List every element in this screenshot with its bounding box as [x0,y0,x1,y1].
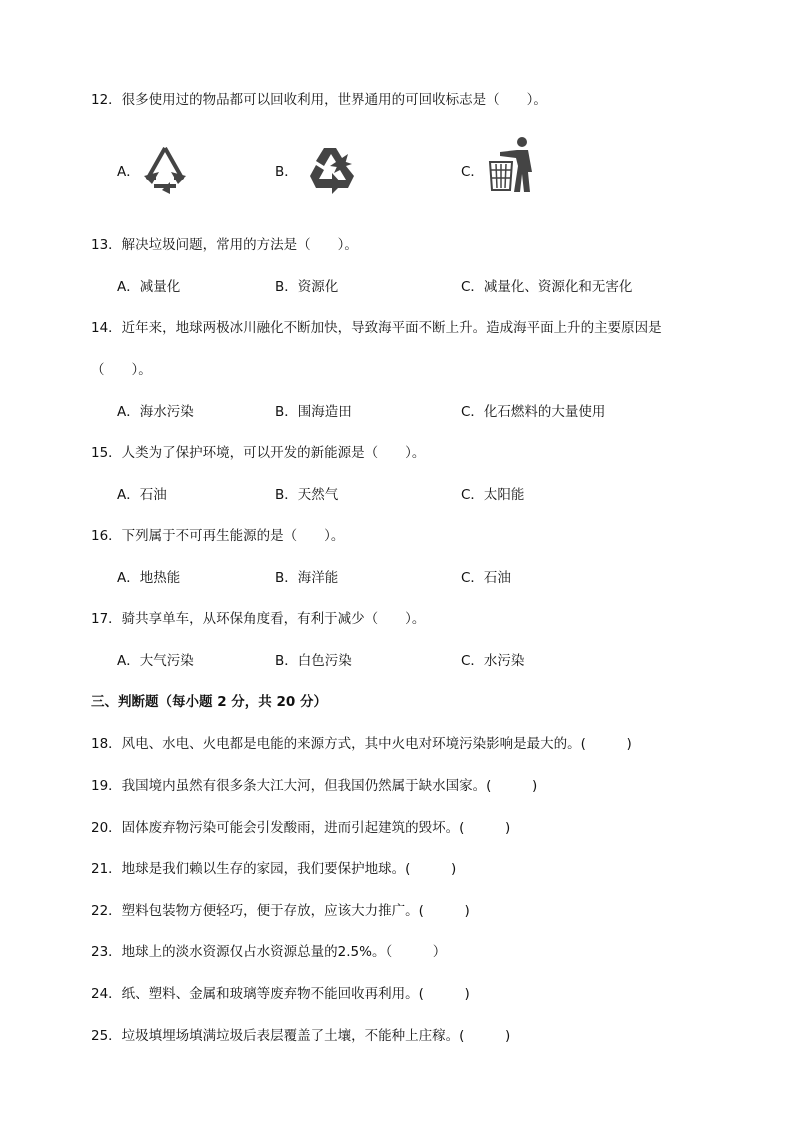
recycle-symbol-icon [304,142,360,202]
question-23: 23．地球上的淡水资源仅占水资源总量的2.5%。（ ） [91,944,447,960]
question-13: 13．解决垃圾问题，常用的方法是（ ）。 [91,237,358,253]
three-arrow-recycle-outline-icon [140,142,190,198]
q14-option-c: C．化石燃料的大量使用 [461,404,606,420]
tidyman-trash-bin-icon [486,136,542,198]
q14-option-b: B．围海造田 [275,404,352,420]
question-16: 16．下列属于不可再生能源的是（ ）。 [91,528,345,544]
q15-option-c: C．太阳能 [461,487,525,503]
question-12: 12．很多使用过的物品都可以回收利用，世界通用的可回收标志是（ ）。 [91,92,547,108]
question-20: 20．固体废弃物污染可能会引发酸雨，进而引起建筑的毁坏。( ) [91,820,511,836]
question-18: 18．风电、水电、火电都是电能的来源方式，其中火电对环境污染影响是最大的。( ) [91,736,632,752]
q15-option-a: A．石油 [117,487,167,503]
q13-option-c: C．减量化、资源化和无害化 [461,279,633,295]
q12-option-a-label: A． [117,164,140,180]
q16-option-c: C．石油 [461,570,511,586]
question-14: 14．近年来，地球两极冰川融化不断加快，导致海平面不断上升。造成海平面上升的主要原因是 [91,320,662,336]
question-19: 19．我国境内虽然有很多条大江大河，但我国仍然属于缺水国家。( ) [91,778,538,794]
q15-option-b: B．天然气 [275,487,339,503]
q13-option-b: B．资源化 [275,279,339,295]
q14-option-a: A．海水污染 [117,404,194,420]
question-15: 15．人类为了保护环境，可以开发的新能源是（ ）。 [91,445,426,461]
q12-option-b-label: B． [275,164,298,180]
q17-option-a: A．大气污染 [117,653,194,669]
q12-option-c-label: C． [461,164,484,180]
q16-option-b: B．海洋能 [275,570,339,586]
question-22: 22．塑料包装物方便轻巧，便于存放，应该大力推广。( ) [91,903,470,919]
question-14-blank: （ ）。 [91,362,152,378]
q17-option-c: C．水污染 [461,653,525,669]
question-25: 25．垃圾填埋场填满垃圾后表层覆盖了土壤，不能种上庄稼。( ) [91,1028,511,1044]
question-21: 21．地球是我们赖以生存的家园，我们要保护地球。( ) [91,861,457,877]
section-3-heading: 三、判断题（每小题 2 分，共 20 分） [91,694,327,710]
question-17: 17．骑共享单车，从环保角度看，有利于减少（ ）。 [91,611,426,627]
q13-option-a: A．减量化 [117,279,181,295]
q17-option-b: B．白色污染 [275,653,352,669]
question-24: 24．纸、塑料、金属和玻璃等废弃物不能回收再利用。( ) [91,986,470,1002]
q16-option-a: A．地热能 [117,570,181,586]
